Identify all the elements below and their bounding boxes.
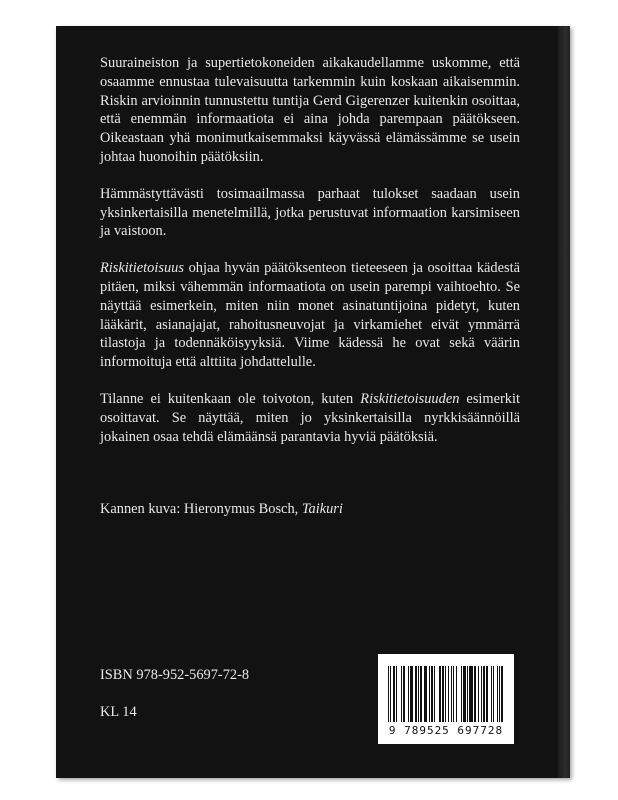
barcode-digits: 9 789525 697728 bbox=[388, 724, 504, 737]
cover-image-credit bbox=[100, 500, 520, 519]
book-back-cover bbox=[56, 26, 570, 778]
blurb-paragraph-4-end: esimerkit osoittavat. Se näyttää, miten jo yksinkertaisilla nyrkkisäännöillä jokainen osaa tehdä elämäänsä parantavia hyviä päätöksiä. bbox=[100, 390, 520, 445]
blurb-paragraph-3-text: ohjaa hyvän päätöksenteon tieteeseen ja osoittaa kädestä pitäen, miksi vähemmän informaatiota on usein parempi vaihtoehto. Se näyttää esimerkein, miten niin monet asinatuntijoina pidetyt, kuten lääkärit, asianajajat, rahoitusneuvojat ja virkamiehet eivät ymmärrä tilastoja ja todennäköisyyksiä. Viime kädessä he ovat sekä väärin informoituja että alttiita johdattelulle. bbox=[100, 260, 520, 371]
barcode-bars bbox=[388, 666, 504, 722]
library-classification: KL 14 bbox=[100, 704, 137, 720]
credit-label: Kannen kuva: Hieronymus Bosch, bbox=[100, 501, 302, 517]
barcode-bar bbox=[503, 666, 504, 722]
blurb-paragraph-1: Suuraineiston ja supertietokoneiden aikakaudellamme uskomme, että osaamme ennustaa tulevaisuutta tarkemmin kuin koskaan aikaisemmin. Riskin arvioinnin tunnustettu tuntija Gerd Gigerenzer kuitenkin osoittaa, että enemmän informaatiota ei aina johda parempaan päätökseen. Oikeastaan yhä monimutkaisemmaksi käyvässä elämässämme se usein johtaa huonoihin päätöksiin. bbox=[100, 55, 520, 165]
blurb-paragraph-4-start: Tilanne ei kuitenkaan ole toivoton, kuten bbox=[100, 390, 361, 407]
isbn-number: ISBN 978-952-5697-72-8 bbox=[100, 667, 250, 683]
blurb-paragraph-3 bbox=[100, 259, 520, 372]
blurb-paragraph-2: Hämmästyttävästi tosimaailmassa parhaat tulokset saadaan usein yksinkertaisilla menetelmillä, jotka perustuvat informaation karsimiseen ja vaistoon. bbox=[100, 185, 520, 240]
book-title-italic: Riskitietoisuus bbox=[100, 260, 184, 277]
cover-edge bbox=[558, 26, 570, 778]
credit-work-title: Taikuri bbox=[301, 501, 343, 517]
blurb-text bbox=[100, 54, 520, 464]
blurb-paragraph-4 bbox=[100, 390, 520, 446]
book-title-italic-genitive: Riskitietoisuuden bbox=[360, 390, 460, 407]
isbn-barcode bbox=[378, 654, 514, 744]
